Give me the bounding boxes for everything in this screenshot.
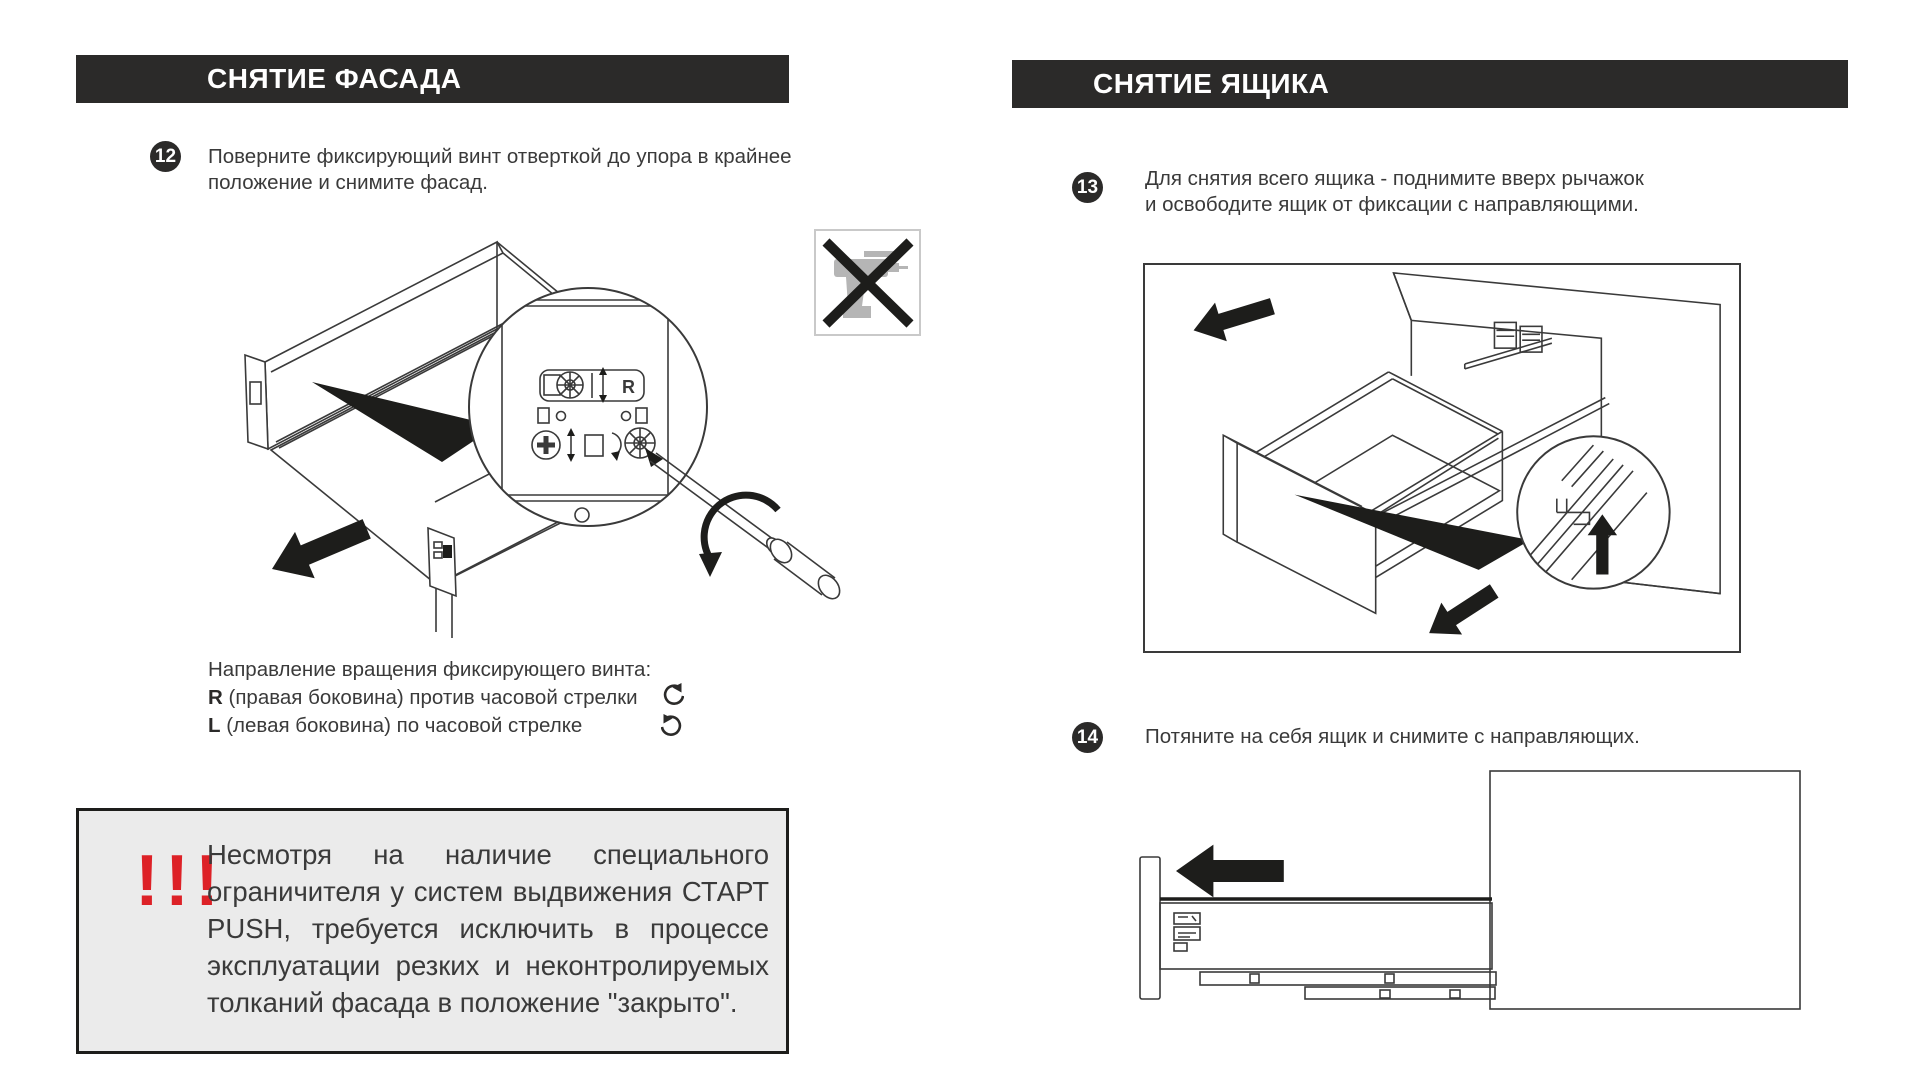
l-label: L: [208, 714, 221, 737]
figure-step-12-drawer-front-removal: [140, 212, 940, 657]
magnifier-circle: [469, 288, 707, 526]
rotation-note-line-l: [208, 712, 708, 740]
pull-out-arrow: [1176, 845, 1284, 898]
section-header-title: СНЯТИЕ ФАСАДА: [207, 63, 462, 94]
warning-line-4: эксплуатации резких и неконтролируемых: [207, 950, 769, 981]
pull-out-arrow-bottom: [1419, 575, 1505, 649]
step-13-text: [1145, 166, 1644, 218]
step-13-line-1: Для снятия всего ящика - поднимите вверх рычажок: [1145, 167, 1644, 190]
figure-step-14-drawer-pull-off: [1130, 765, 1850, 1015]
drill-prohibited-icon: [815, 230, 920, 335]
rotation-arrow: [699, 495, 778, 577]
r-label: R: [208, 686, 223, 709]
warning-line-1: Несмотря на наличие специального: [207, 839, 769, 870]
section-header-title: СНЯТИЕ ЯЩИКА: [1093, 68, 1330, 99]
step-12-badge: [150, 141, 181, 172]
section-header-drawer-removal: [1012, 60, 1848, 108]
step-13-badge: [1072, 172, 1103, 203]
step-14-number: 14: [1076, 726, 1099, 748]
step-14-text: [1145, 724, 1640, 750]
counterclockwise-rotation-icon: [658, 682, 684, 708]
warning-text: [207, 836, 769, 1021]
step-12-text: [208, 144, 792, 196]
r-text: (правая боковина) против часовой стрелки: [222, 686, 638, 709]
section-header-facade-removal: [76, 55, 789, 103]
cabinet-side-view: [1490, 771, 1800, 1009]
rotation-note-line-r: [208, 684, 708, 712]
warning-line-2: ограничителя у систем выдвижения СТАРТ: [207, 876, 769, 907]
step-12-line-2: положение и снимите фасад.: [208, 171, 488, 194]
warning-exclamation-marks: !!!: [135, 841, 225, 921]
clockwise-rotation-icon: [661, 713, 687, 739]
step-12-line-1: Поверните фиксирующий винт отверткой до упора в крайнее: [208, 145, 792, 168]
step-14-badge: [1072, 722, 1103, 753]
step-14-line-1: Потяните на себя ящик и снимите с направляющих.: [1145, 725, 1640, 748]
warning-box: [76, 808, 789, 1054]
rotation-note-title: Направление вращения фиксирующего винта:: [208, 658, 652, 681]
pull-out-arrow: [262, 506, 376, 593]
step-13-number: 13: [1076, 176, 1099, 198]
figure-step-13-drawer-release: [1143, 263, 1741, 653]
magnifier-label-r: R: [622, 377, 635, 397]
step-13-line-2: и освободите ящик от фиксации с направляющими.: [1145, 193, 1639, 216]
warning-line-5: толканий фасада в положение "закрыто".: [207, 987, 738, 1018]
zoom-callout-wedge: [312, 382, 496, 462]
rotation-direction-note: [208, 656, 708, 740]
magnifier-circle: [1517, 436, 1669, 588]
warning-line-3: PUSH, требуется исключить в процессе: [207, 913, 769, 944]
l-text: (левая боковина) по часовой стрелке: [220, 714, 583, 737]
step-12-number: 12: [154, 145, 177, 167]
pull-out-arrow-top: [1188, 287, 1279, 350]
